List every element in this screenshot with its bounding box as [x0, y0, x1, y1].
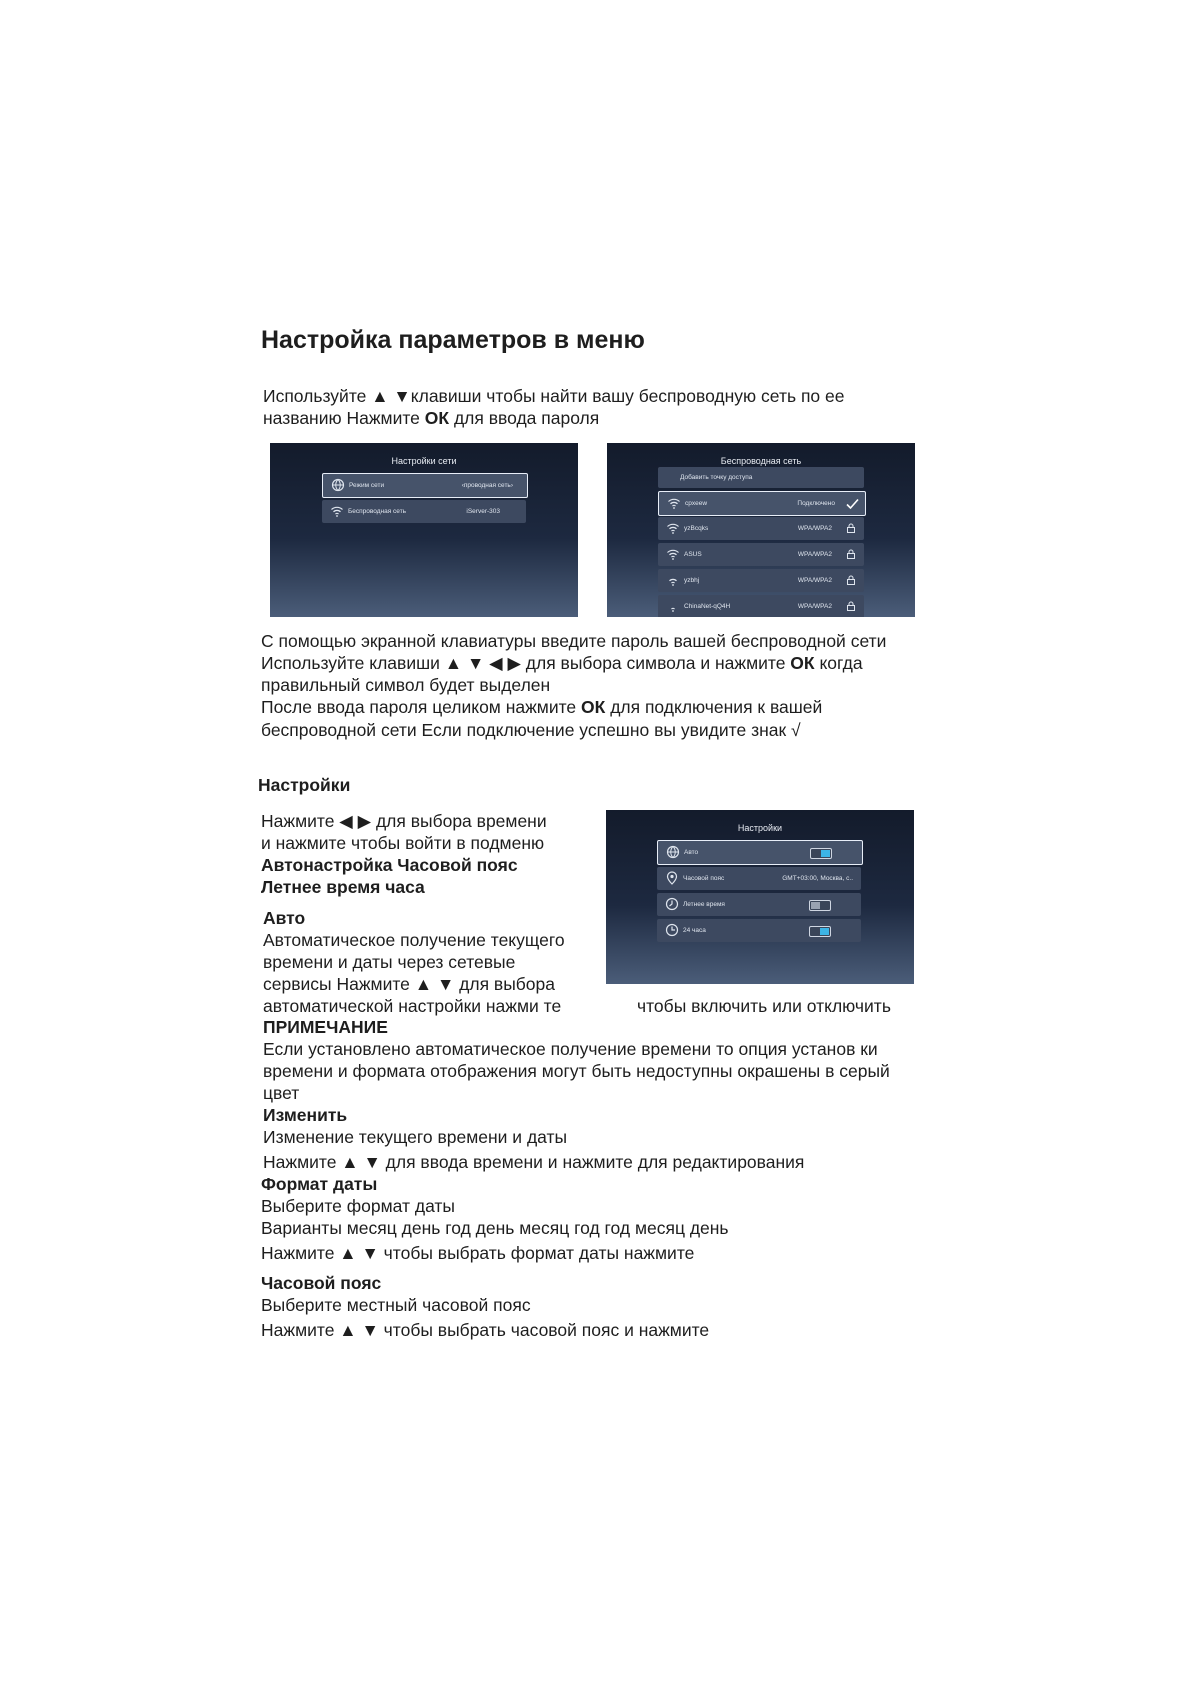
intro-text: для ввода пароля [449, 408, 600, 428]
globe-icon [666, 845, 680, 859]
ok-key-label: ОК [424, 408, 450, 428]
password-line-1: С помощью экранной клавиатуры введите пароль вашей беспроводной сети [261, 631, 887, 651]
network-name: ASUS [684, 551, 702, 558]
dst-clock-icon [665, 897, 679, 911]
intro-line-2 [263, 408, 599, 429]
row-label: Авто [684, 849, 699, 856]
auto-line-4: автоматической настройки нажми те [263, 996, 562, 1016]
date-format-line-2: Варианты месяц день год день месяц год год месяц день [261, 1218, 729, 1238]
note-line-3: цвет [263, 1083, 300, 1103]
network-status: WPA/WPA2 [797, 525, 832, 532]
checkmark-icon [846, 498, 859, 510]
date-format-line-3: Нажмите ▲ ▼ чтобы выбрать формат даты нажмите [261, 1243, 695, 1263]
intro-line-1: Используйте ▲ ▼клавиши чтобы найти вашу беспроводную сеть по ее [263, 386, 845, 406]
row-value: iServer-303 [466, 508, 500, 515]
wifi-weak-icon [666, 573, 680, 587]
toggle-knob [820, 928, 829, 935]
row-label: 24 часа [683, 927, 706, 934]
auto-line-4-right: чтобы включить или отключить [637, 996, 891, 1016]
change-line-1: Изменение текущего времени и даты [263, 1127, 568, 1147]
page-title: Настройка параметров в меню [261, 326, 645, 354]
screen-title: Беспроводная сеть [720, 456, 802, 466]
toggle-knob [811, 902, 820, 909]
wireless-network-row[interactable] [322, 500, 526, 523]
row-label: Режим сети [349, 482, 385, 489]
date-format-heading: Формат даты [261, 1174, 378, 1194]
network-name: yzBcqks [684, 525, 709, 532]
settings-line-1: Нажмите ◀ ▶ для выбора времени [261, 811, 547, 831]
row-label: Часовой пояс [683, 875, 725, 882]
note-heading: ПРИМЕЧАНИЕ [263, 1017, 388, 1037]
network-status: WPA/WPA2 [797, 577, 832, 584]
intro-text: названию Нажмите [263, 408, 425, 428]
password-line-5: беспроводной сети Если подключение успешно вы увидите знак √ [261, 720, 801, 740]
change-heading: Изменить [263, 1105, 348, 1125]
add-access-point-row[interactable] [658, 467, 864, 488]
lock-icon [846, 549, 856, 559]
timezone-row[interactable] [657, 867, 861, 890]
auto-heading: Авто [263, 908, 306, 928]
network-name: cpxeew [685, 500, 708, 507]
timezone-line-1: Выберите местный часовой пояс [261, 1295, 531, 1315]
password-text: когда [814, 653, 863, 673]
wifi-network-row[interactable] [658, 595, 864, 617]
lock-icon [846, 523, 856, 533]
row-label: Летнее время [683, 901, 725, 908]
row-label: Добавить точку доступа [680, 474, 753, 481]
wifi-icon [667, 496, 681, 510]
wifi-network-row[interactable] [658, 569, 864, 592]
settings-line-4: Летнее время часа [261, 877, 425, 897]
auto-time-row[interactable] [657, 840, 863, 865]
wifi-icon [330, 504, 344, 518]
wifi-weak-icon [666, 599, 680, 613]
timezone-heading: Часовой пояс [261, 1273, 382, 1293]
network-mode-row[interactable] [322, 473, 528, 498]
auto-line-2: времени и даты через сетевые [263, 952, 516, 972]
dst-toggle[interactable] [809, 900, 831, 911]
lock-icon [846, 601, 856, 611]
clock-icon [665, 923, 679, 937]
password-text: для подключения к вашей [605, 697, 823, 717]
timezone-line-2: Нажмите ▲ ▼ чтобы выбрать часовой пояс и нажмите [261, 1320, 710, 1340]
network-status: WPA/WPA2 [797, 551, 832, 558]
network-status: WPA/WPA2 [797, 603, 832, 610]
location-pin-icon [665, 871, 679, 885]
network-status: Подключено [797, 500, 835, 507]
password-line-4 [261, 697, 822, 718]
password-text: После ввода пароля целиком нажмите [261, 697, 582, 717]
wireless-network-screenshot [607, 443, 915, 617]
change-line-2: Нажмите ▲ ▼ для ввода времени и нажмите для редактирования [263, 1152, 805, 1172]
ok-key-label: ОК [790, 653, 815, 673]
24-hour-row[interactable] [657, 919, 861, 942]
globe-icon [331, 478, 345, 492]
toggle-knob [821, 850, 830, 857]
wifi-network-row[interactable] [658, 543, 864, 566]
note-line-2: времени и формата отображения могут быть недоступны окрашены в серый [263, 1061, 890, 1081]
row-value: GMT+03:00, Москва, с.. [782, 875, 853, 882]
date-format-line-1: Выберите формат даты [261, 1196, 456, 1216]
wifi-icon [666, 521, 680, 535]
wifi-network-row[interactable] [658, 491, 866, 516]
row-label: Беспроводная сеть [348, 508, 407, 515]
dst-row[interactable] [657, 893, 861, 916]
password-line-2 [261, 653, 863, 674]
lock-icon [846, 575, 856, 585]
auto-toggle[interactable] [810, 848, 832, 859]
note-line-1: Если установлено автоматическое получение времени то опция установ ки [263, 1039, 878, 1059]
network-settings-screenshot [270, 443, 578, 617]
ok-key-label: ОК [581, 697, 606, 717]
screen-title: Настройки [737, 823, 783, 833]
settings-heading: Настройки [258, 775, 351, 795]
screen-title: Настройки сети [391, 456, 457, 466]
wifi-icon [666, 547, 680, 561]
24-hour-toggle[interactable] [809, 926, 831, 937]
network-name: yzbhj [684, 577, 700, 584]
password-line-3: правильный символ будет выделен [261, 675, 551, 695]
time-settings-screenshot [606, 810, 914, 984]
row-value: ‹проводная сеть› [461, 482, 513, 489]
settings-line-2: и нажмите чтобы войти в подменю [261, 833, 545, 853]
settings-line-3: Автонастройка Часовой пояс [261, 855, 518, 875]
auto-line-3: сервисы Нажмите ▲ ▼ для выбора [263, 974, 555, 994]
network-mode-value: проводная сеть [463, 482, 511, 489]
wifi-network-row[interactable] [658, 517, 864, 540]
auto-line-1: Автоматическое получение текущего [263, 930, 565, 950]
password-text: Используйте клавиши ▲ ▼ ◀ ▶ для выбора символа и нажмите [261, 653, 791, 673]
network-name: ChinaNet-qQ4H [684, 603, 731, 610]
